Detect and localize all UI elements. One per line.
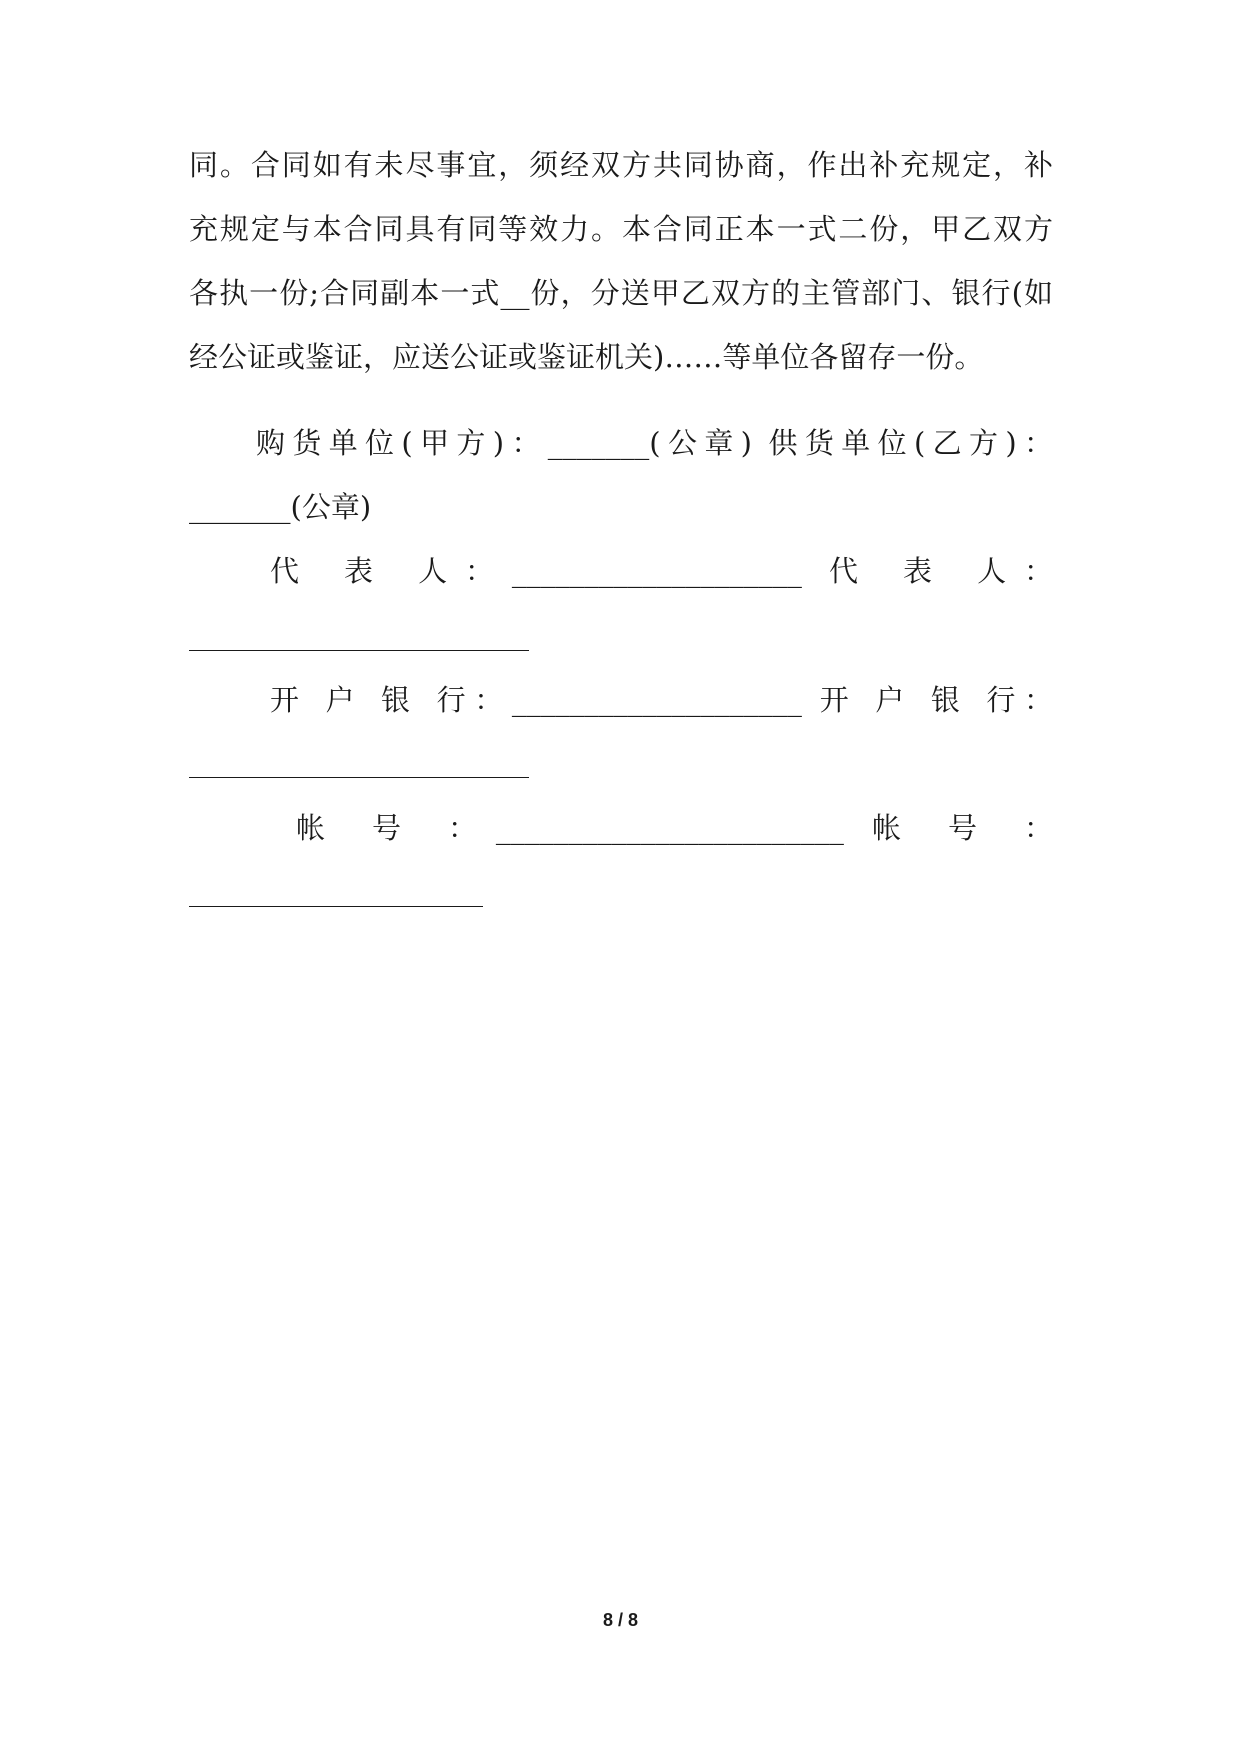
representative-line: 代 表 人：____________________ 代 表 人：: [270, 554, 1053, 588]
account-blank-underline: [189, 906, 483, 907]
bank-blank-underline: [189, 777, 529, 778]
purchaser-supplier-line-cont: _______(公章): [189, 490, 372, 524]
paragraph-line-4: 经公证或鉴证，应送公证或鉴证机关)……等单位各留存一份。: [189, 340, 984, 374]
representative-blank-underline: [189, 650, 529, 651]
paragraph-line-1: 同。合同如有未尽事宜，须经双方共同协商，作出补充规定，补: [189, 148, 1053, 182]
bank-line: 开 户 银 行：____________________ 开 户 银 行：: [270, 683, 1053, 717]
account-line: 帐 号 ：________________________ 帐 号 ：: [296, 811, 1053, 845]
page-number: 8 / 8: [602, 1610, 639, 1630]
purchaser-supplier-line: 购货单位(甲方)：_______(公章) 供货单位(乙方)：: [256, 426, 1053, 460]
paragraph-line-3: 各执一份;合同副本一式__份，分送甲乙双方的主管部门、银行(如: [189, 276, 1053, 310]
paragraph-line-2: 充规定与本合同具有同等效力。本合同正本一式二份，甲乙双方: [189, 212, 1053, 246]
